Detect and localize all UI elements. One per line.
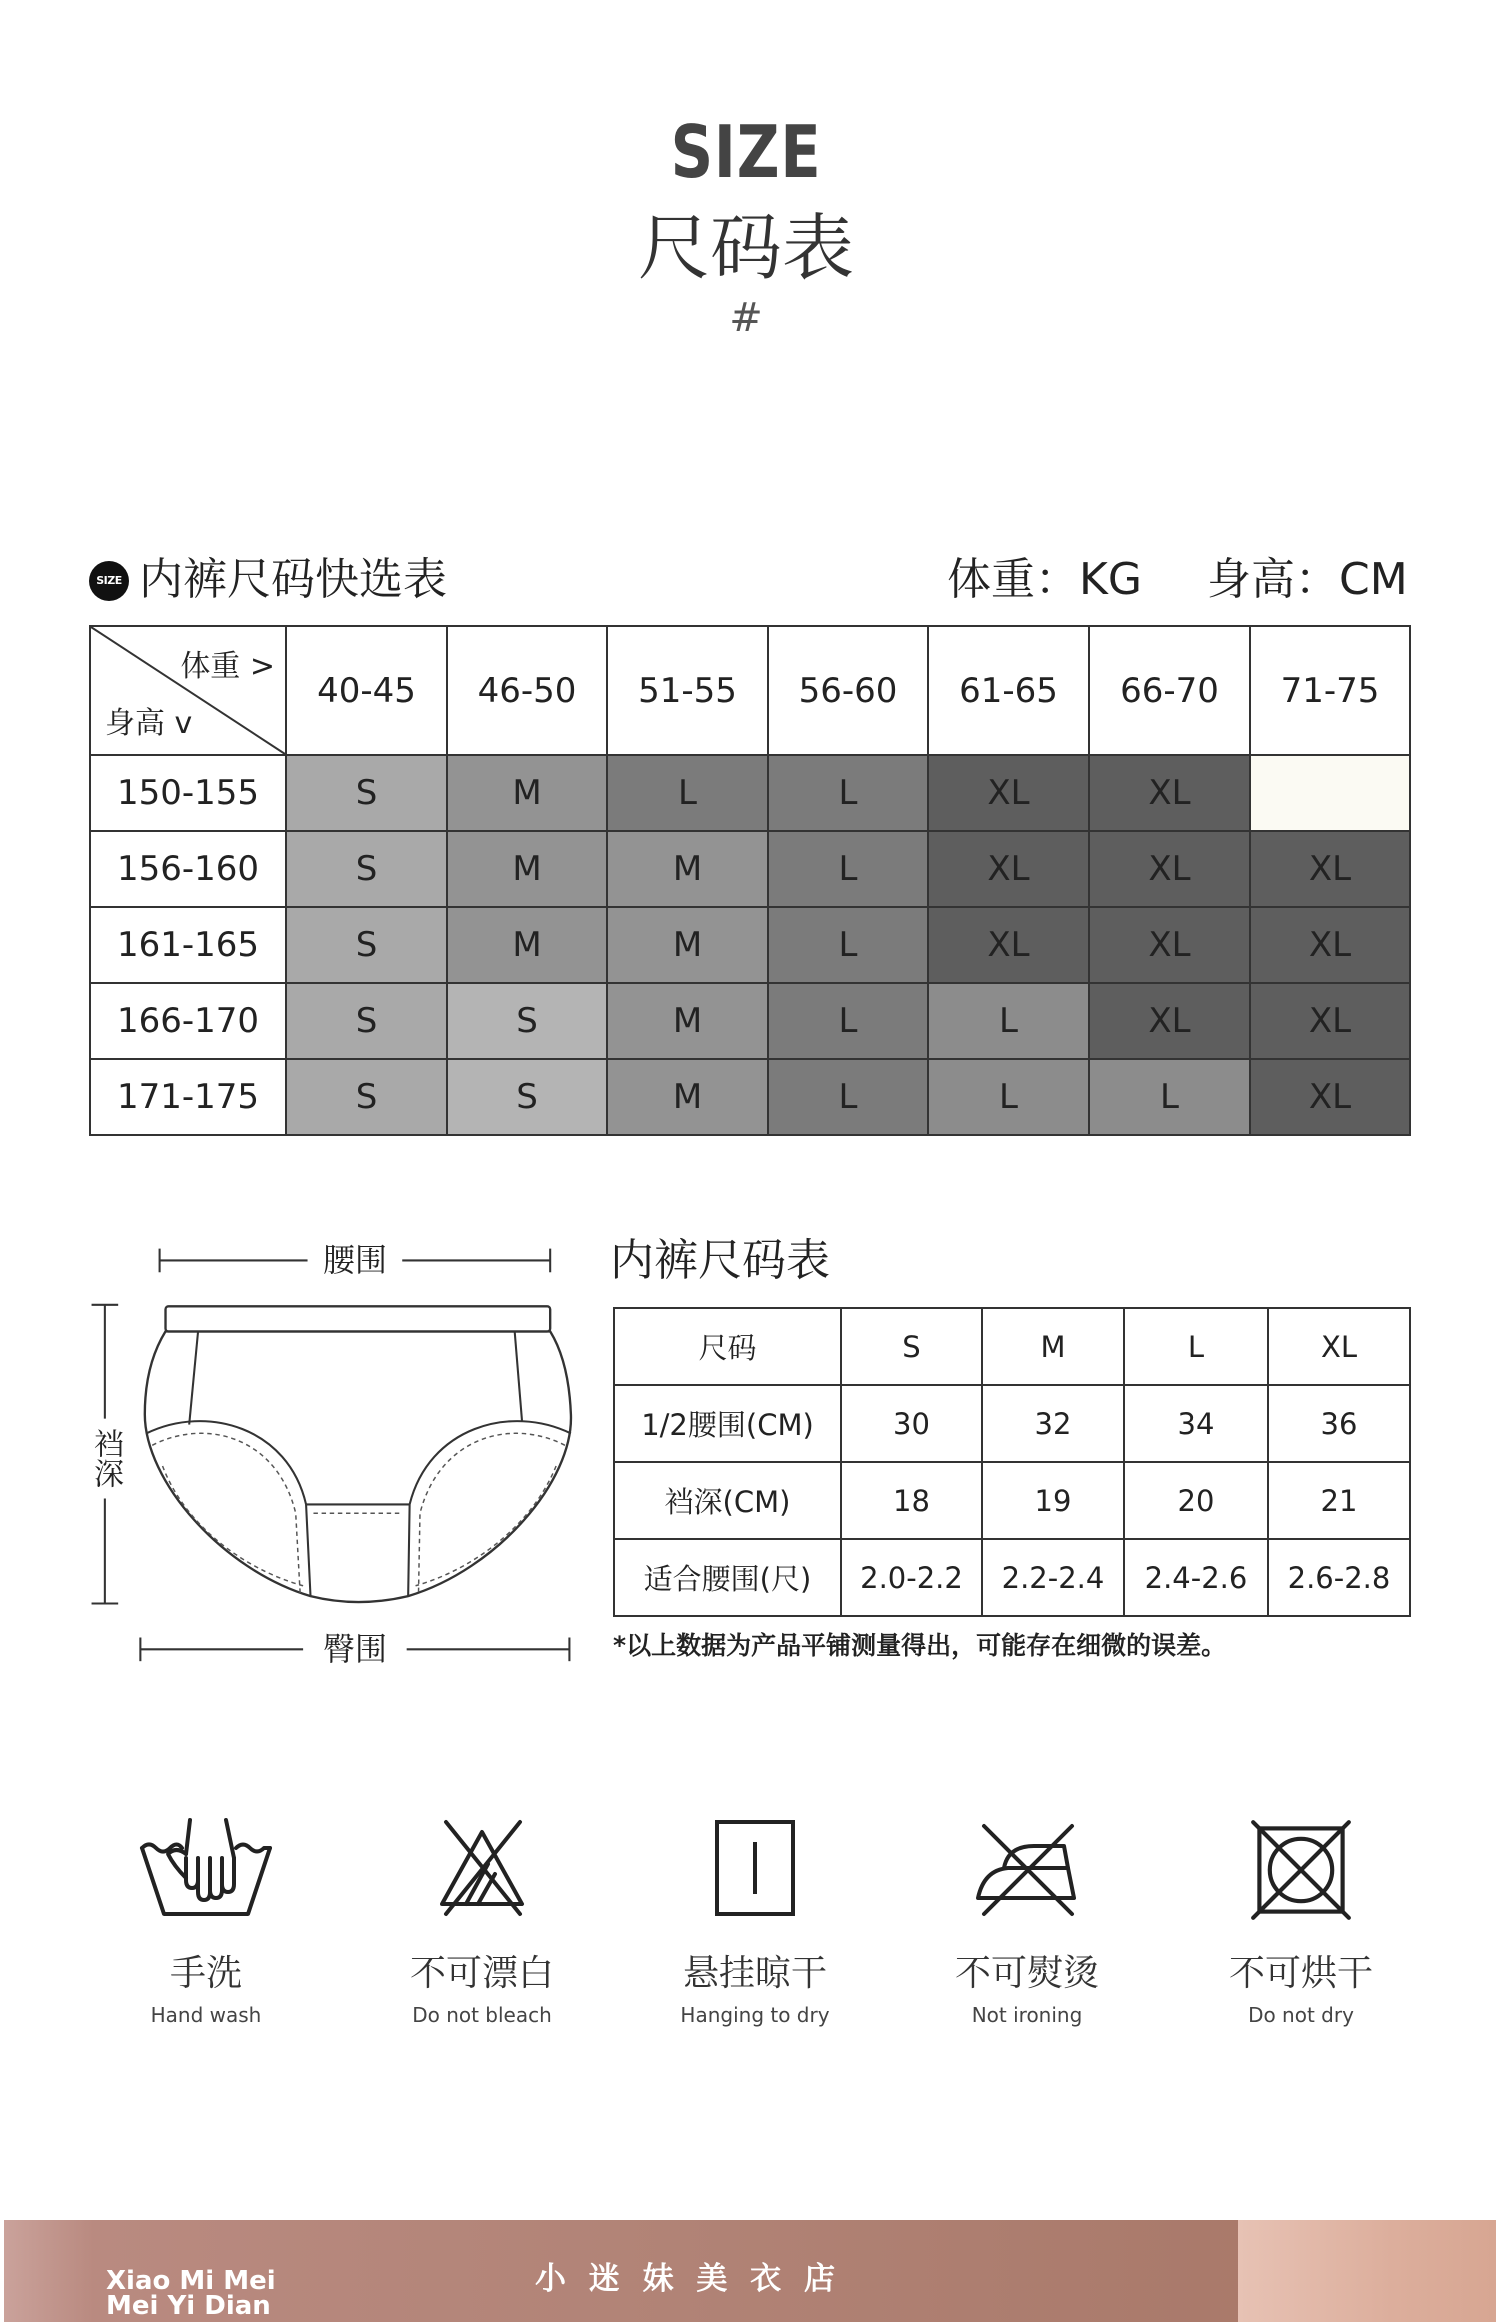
size-cell: L xyxy=(768,831,928,907)
size-cell: XL xyxy=(1250,907,1410,983)
size-table-title: 内裤尺码表 xyxy=(610,1235,830,1286)
no-iron-icon xyxy=(968,1818,1086,1918)
height-range-cell: 150-155 xyxy=(90,755,286,831)
size-cell: L xyxy=(768,907,928,983)
table-cell: 34 xyxy=(1124,1385,1268,1462)
weight-header-cell: 71-75 xyxy=(1250,626,1410,755)
table-header-row xyxy=(614,1308,1410,1385)
weight-header-cell: 66-70 xyxy=(1089,626,1250,755)
care-label-en: Do not bleach xyxy=(412,2003,552,2027)
size-cell: L xyxy=(928,1059,1089,1135)
size-cell: M xyxy=(447,755,607,831)
height-range-cell: 156-160 xyxy=(90,831,286,907)
table-cell: 2.6-2.8 xyxy=(1268,1539,1410,1616)
header-cell: M xyxy=(982,1308,1124,1385)
page-subtitle: 尺码表 xyxy=(637,206,854,290)
quick-table-title: 内裤尺码快选表 xyxy=(139,554,447,605)
brand-name-en-line2: Mei Yi Dian xyxy=(106,2291,271,2321)
size-cell: XL xyxy=(928,755,1089,831)
care-item-hang-dry xyxy=(635,1818,875,2027)
quick-size-table xyxy=(89,625,1411,1136)
size-cell: L xyxy=(768,1059,928,1135)
size-cell: XL xyxy=(1089,907,1250,983)
header-cell: XL xyxy=(1268,1308,1410,1385)
size-cell: L xyxy=(607,755,768,831)
size-cell: L xyxy=(768,983,928,1059)
briefs-waistband xyxy=(166,1306,551,1331)
briefs-body-outline xyxy=(145,1331,571,1602)
quick-table-row xyxy=(90,831,1410,907)
waist-label: 腰围 xyxy=(322,1241,387,1279)
size-cell: XL xyxy=(1250,1059,1410,1135)
size-cell: XL xyxy=(1089,755,1250,831)
table-cell: 2.2-2.4 xyxy=(982,1539,1124,1616)
care-label-en: Do not dry xyxy=(1248,2003,1354,2027)
hip-label: 臀围 xyxy=(322,1630,387,1668)
care-label-cn: 不可烘干 xyxy=(1228,1953,1373,1994)
size-cell: M xyxy=(607,831,768,907)
no-bleach-icon xyxy=(430,1818,534,1918)
table-row xyxy=(614,1539,1410,1616)
weight-header-cell: 61-65 xyxy=(928,626,1089,755)
page-title xyxy=(0,110,1492,194)
weight-header-cell: 46-50 xyxy=(447,626,607,755)
size-cell: L xyxy=(768,755,928,831)
page-title-text: SIZE xyxy=(670,110,822,194)
no-tumble-dry-icon xyxy=(1249,1818,1353,1922)
quick-table-row xyxy=(90,1059,1410,1135)
size-cell: M xyxy=(607,983,768,1059)
briefs-drawing xyxy=(145,1306,571,1602)
quick-table-row xyxy=(90,907,1410,983)
quick-table-row xyxy=(90,755,1410,831)
table-cell: 20 xyxy=(1124,1462,1268,1539)
size-cell: XL xyxy=(1250,831,1410,907)
size-cell: M xyxy=(447,831,607,907)
footer-accent-panel xyxy=(1238,2220,1496,2322)
quick-table-row xyxy=(90,983,1410,1059)
table-cell: 19 xyxy=(982,1462,1124,1539)
size-cell: S xyxy=(286,831,447,907)
row-label-cell: 1/2腰围(CM) xyxy=(614,1385,841,1462)
header-cell: 尺码 xyxy=(614,1308,841,1385)
empty-cell xyxy=(1250,755,1410,831)
care-label-cn: 不可漂白 xyxy=(409,1953,554,1994)
height-axis-label: 身高 v xyxy=(105,706,193,741)
size-cell: XL xyxy=(1089,983,1250,1059)
hash-mark: # xyxy=(729,295,763,341)
table-cell: 18 xyxy=(841,1462,982,1539)
hang-dry-icon xyxy=(705,1818,805,1918)
size-cell: S xyxy=(286,1059,447,1135)
care-item-no-bleach xyxy=(362,1818,602,2027)
table-cell: 2.0-2.2 xyxy=(841,1539,982,1616)
size-cell: L xyxy=(1089,1059,1250,1135)
care-label-en: Hand wash xyxy=(150,2003,262,2027)
hand-wash-icon xyxy=(136,1818,276,1918)
footer-banner xyxy=(4,2220,1496,2322)
weight-unit-label: 体重：KG xyxy=(947,554,1142,605)
size-cell: XL xyxy=(1250,983,1410,1059)
row-label-cell: 裆深(CM) xyxy=(614,1462,841,1539)
table-cell: 21 xyxy=(1268,1462,1410,1539)
weight-header-cell: 51-55 xyxy=(607,626,768,755)
height-unit-label: 身高：CM xyxy=(1207,554,1408,605)
size-cell: M xyxy=(607,907,768,983)
briefs-measurement-diagram xyxy=(59,1222,599,1673)
rise-label: 裆深 xyxy=(88,1428,123,1488)
size-cell: M xyxy=(607,1059,768,1135)
header-cell: S xyxy=(841,1308,982,1385)
table-row xyxy=(614,1462,1410,1539)
size-cell: M xyxy=(447,907,607,983)
weight-axis-label: 体重 > xyxy=(180,649,275,684)
height-range-cell: 161-165 xyxy=(90,907,286,983)
table-cell: 32 xyxy=(982,1385,1124,1462)
table-corner-cell xyxy=(90,626,286,755)
height-range-cell: 171-175 xyxy=(90,1059,286,1135)
care-label-cn: 悬挂晾干 xyxy=(682,1953,827,1994)
size-cell: S xyxy=(286,907,447,983)
quick-table-header-row xyxy=(90,626,1410,755)
size-badge-icon: SIZE xyxy=(89,561,129,601)
weight-header-cell: 56-60 xyxy=(768,626,928,755)
size-cell: XL xyxy=(928,907,1089,983)
row-label-cell: 适合腰围(尺) xyxy=(614,1539,841,1616)
size-cell: XL xyxy=(1089,831,1250,907)
care-item-hand-wash xyxy=(86,1818,326,2027)
care-label-cn: 手洗 xyxy=(169,1953,242,1994)
care-label-cn: 不可熨烫 xyxy=(954,1953,1099,1994)
size-cell: S xyxy=(286,755,447,831)
height-range-cell: 166-170 xyxy=(90,983,286,1059)
brand-name-en-line1: Xiao Mi Mei xyxy=(106,2266,276,2296)
size-cell: S xyxy=(447,1059,607,1135)
table-cell: 36 xyxy=(1268,1385,1410,1462)
size-cell: S xyxy=(286,983,447,1059)
size-cell: L xyxy=(928,983,1089,1059)
table-cell: 2.4-2.6 xyxy=(1124,1539,1268,1616)
brand-name-cn: 小 迷 妹 美 衣 店 xyxy=(535,2261,841,2297)
measurement-note: *以上数据为产品平铺测量得出，可能存在细微的误差。 xyxy=(613,1631,1227,1660)
care-item-no-iron xyxy=(907,1818,1147,2027)
care-label-en: Hanging to dry xyxy=(680,2003,830,2027)
size-cell: XL xyxy=(928,831,1089,907)
size-cell: S xyxy=(447,983,607,1059)
table-cell: 30 xyxy=(841,1385,982,1462)
header-cell: L xyxy=(1124,1308,1268,1385)
care-item-no-dry xyxy=(1181,1818,1421,2027)
care-label-en: Not ironing xyxy=(971,2003,1083,2027)
table-row xyxy=(614,1385,1410,1462)
weight-header-cell: 40-45 xyxy=(286,626,447,755)
size-measurement-table xyxy=(613,1307,1411,1617)
